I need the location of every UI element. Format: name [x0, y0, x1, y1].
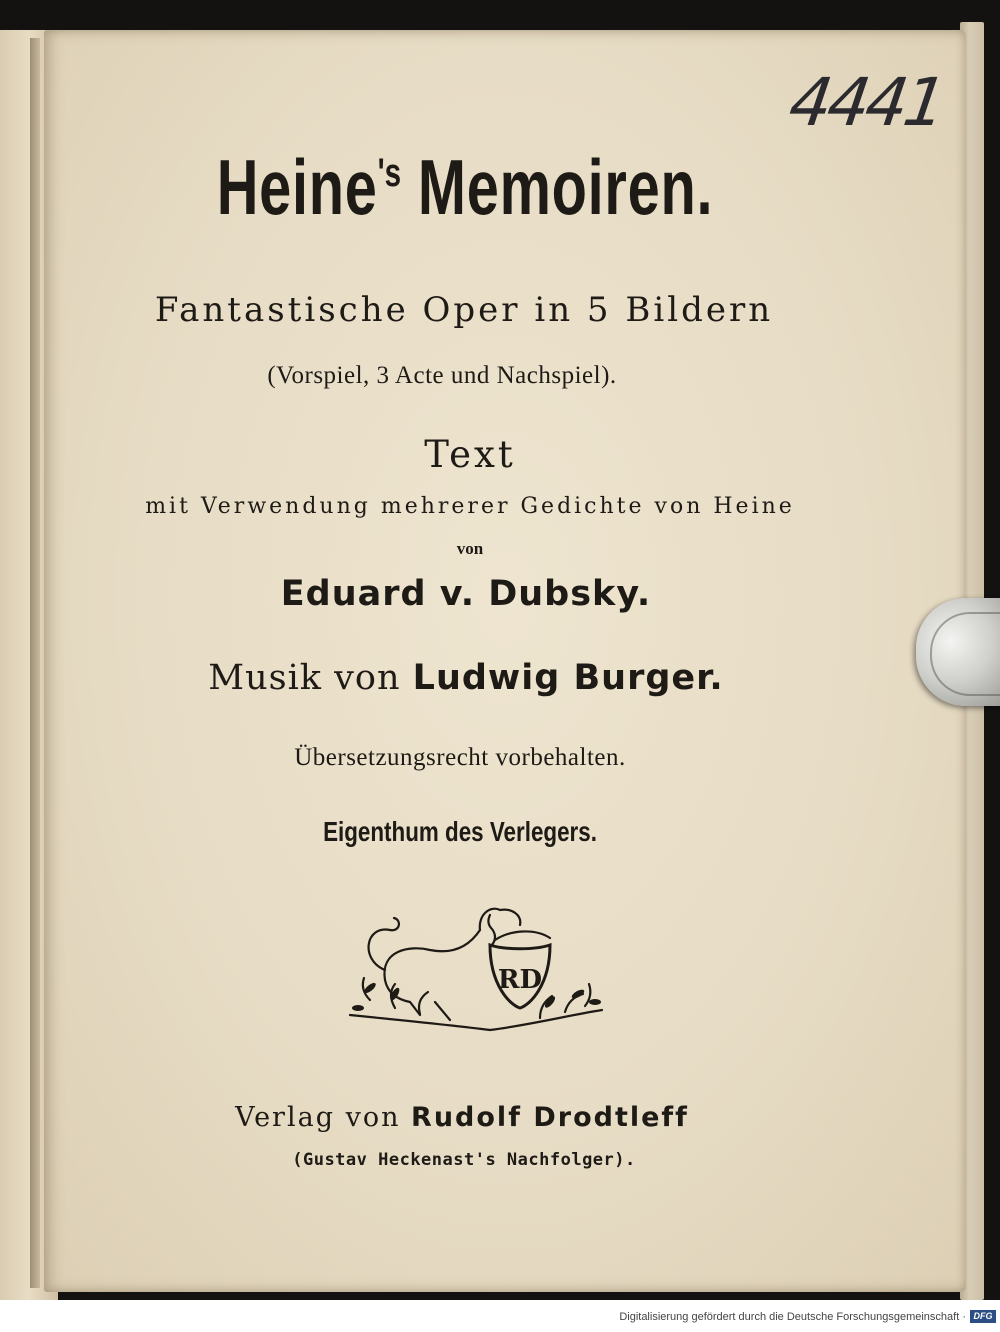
digitization-footer [0, 1300, 1000, 1332]
publisher-line [0, 1102, 962, 1133]
publisher-lion-vignette-icon [340, 890, 610, 1055]
property-notice: Eigenthum des Verlegers. [323, 816, 597, 847]
title-superscript: 's [377, 151, 402, 195]
funding-credit: Digitalisierung gefördert durch die Deutsche Forschungsgemeinschaft · [619, 1311, 966, 1323]
poems-note: mit Verwendung mehrerer Gedichte von Heine [145, 494, 795, 519]
title-rest: Memoiren. [401, 143, 714, 231]
page-title [121, 142, 809, 233]
author-name: Eduard v. Dubsky. [280, 574, 652, 614]
title-main: Heine [216, 143, 378, 231]
acts-line: (Vorspiel, 3 Acte und Nachspiel). [267, 362, 617, 389]
paper-clip-icon [916, 598, 1000, 706]
by-line: von [456, 539, 484, 558]
publisher-name: Rudolf Drodtleff [411, 1102, 689, 1133]
shelfmark-signature: 4441 [784, 64, 948, 141]
subtitle: Fantastische Oper in 5 Bildern [154, 290, 774, 330]
publisher-prefix: Verlag von [235, 1102, 412, 1133]
vignette-monogram: RD [497, 965, 543, 995]
dfg-logo-icon: DFG [970, 1310, 996, 1323]
music-credit [0, 658, 966, 698]
music-prefix: Musik von [208, 658, 413, 698]
publisher-successor: (Gustav Heckenast's Nachfolger). [292, 1150, 636, 1170]
rights-notice: Übersetzungsrecht vorbehalten. [294, 744, 626, 771]
composer-name: Ludwig Burger. [412, 658, 724, 698]
text-heading: Text [424, 433, 516, 476]
